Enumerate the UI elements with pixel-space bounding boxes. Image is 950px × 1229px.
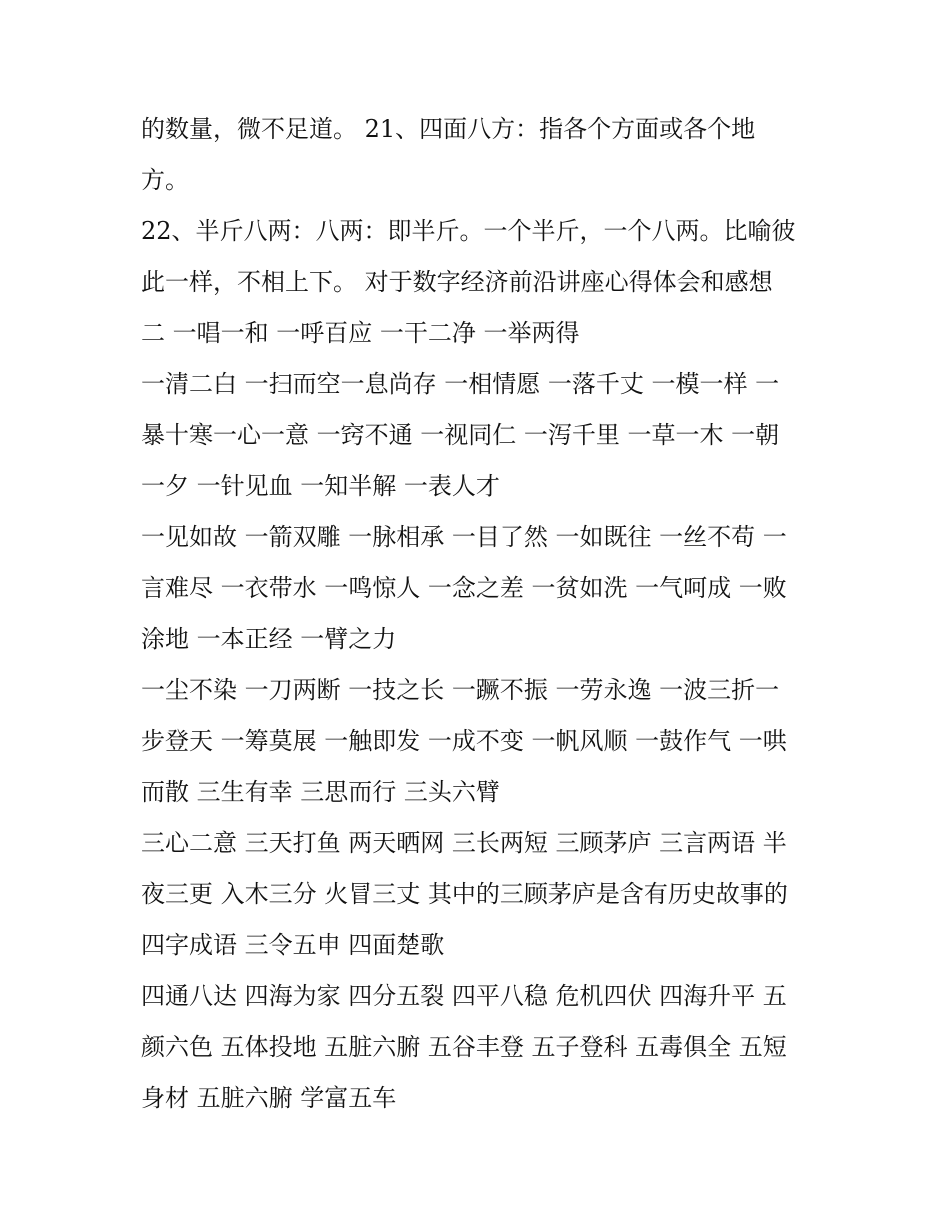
text-line: 而散 三生有幸 三思而行 三头六臂 xyxy=(141,778,500,806)
text-line: 颜六色 五体投地 五脏六腑 五谷丰登 五子登科 五毒俱全 五短 xyxy=(141,1033,787,1061)
text-line: 的数量，微不足道。 21、四面八方：指各个方面或各个地 xyxy=(141,115,756,143)
text-line: 此一样，不相上下。 对于数字经济前沿讲座心得体会和感想 xyxy=(141,268,773,296)
text-line: 二 一唱一和 一呼百应 一干二净 一举两得 xyxy=(141,319,580,347)
text-line: 夜三更 入木三分 火冒三丈 其中的三顾茅庐是含有历史故事的 xyxy=(141,880,788,908)
text-line: 四字成语 三令五申 四面楚歌 xyxy=(141,931,445,959)
text-line: 一尘不染 一刀两断 一技之长 一蹶不振 一劳永逸 一波三折一 xyxy=(141,676,780,704)
text-line: 步登天 一筹莫展 一触即发 一成不变 一帆风顺 一鼓作气 一哄 xyxy=(141,727,787,755)
text-line: 一见如故 一箭双雕 一脉相承 一目了然 一如既往 一丝不苟 一 xyxy=(141,523,787,551)
text-line: 一清二白 一扫而空一息尚存 一相情愿 一落千丈 一模一样 一 xyxy=(141,370,780,398)
text-line: 言难尽 一衣带水 一鸣惊人 一念之差 一贫如洗 一气呵成 一败 xyxy=(141,574,787,602)
body-text xyxy=(141,104,821,1124)
text-line: 身材 五脏六腑 学富五车 xyxy=(141,1084,397,1112)
text-line: 暴十寒一心一意 一窍不通 一视同仁 一泻千里 一草一木 一朝 xyxy=(141,421,780,449)
text-line: 涂地 一本正经 一臂之力 xyxy=(141,625,397,653)
text-line: 三心二意 三天打鱼 两天晒网 三长两短 三顾茅庐 三言两语 半 xyxy=(141,829,787,857)
text-line: 22、半斤八两：八两：即半斤。一个半斤，一个八两。比喻彼 xyxy=(141,217,796,245)
text-line: 一夕 一针见血 一知半解 一表人才 xyxy=(141,472,500,500)
text-line: 方。 xyxy=(141,166,189,194)
text-line: 四通八达 四海为家 四分五裂 四平八稳 危机四伏 四海升平 五 xyxy=(141,982,787,1010)
